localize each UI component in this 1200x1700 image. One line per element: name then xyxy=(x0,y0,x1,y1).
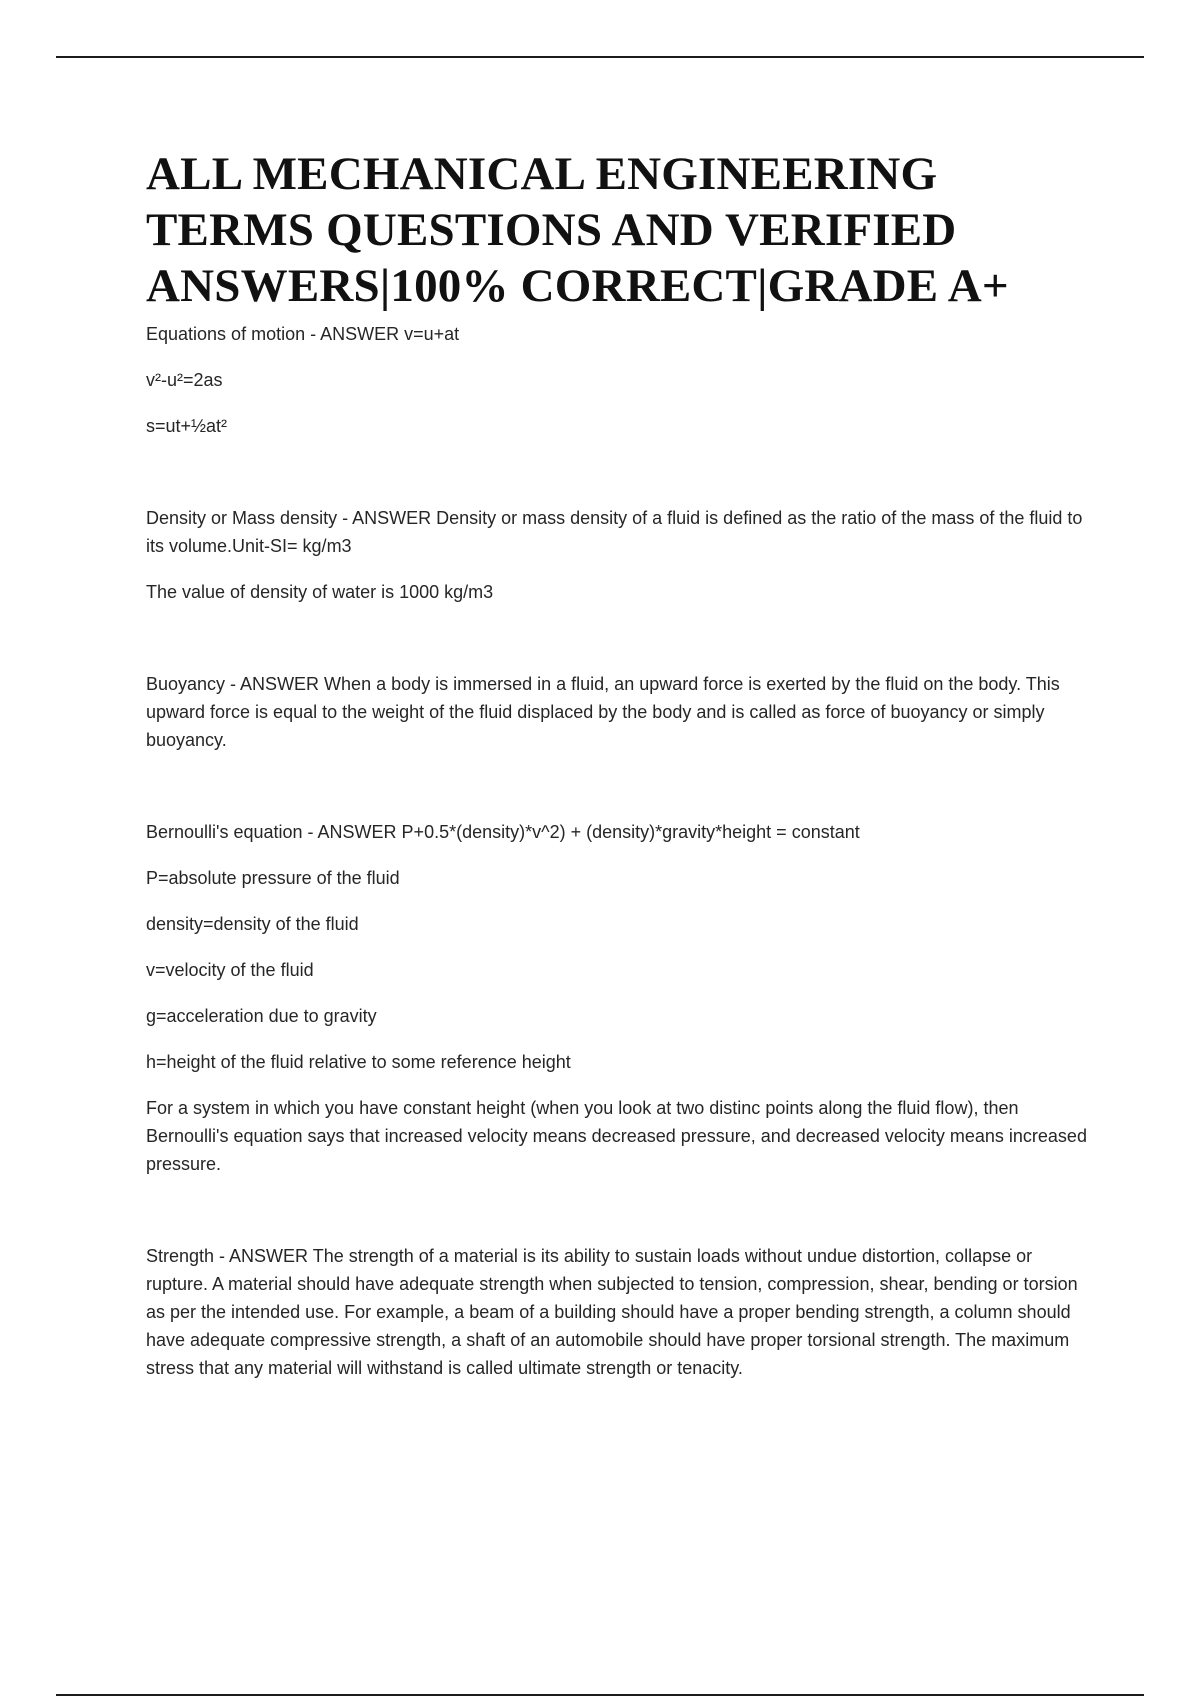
entry-equations-of-motion xyxy=(146,320,1096,440)
top-rule xyxy=(56,56,1144,58)
entry-buoyancy xyxy=(146,670,1096,754)
entry-density xyxy=(146,504,1096,606)
entry-paragraph: h=height of the fluid relative to some reference height xyxy=(146,1052,571,1072)
entry-paragraph: P=absolute pressure of the fluid xyxy=(146,868,400,888)
entry-paragraph: v=velocity of the fluid xyxy=(146,960,314,980)
document-page xyxy=(146,146,1096,1400)
title-line-1: ALL MECHANICAL ENGINEERING xyxy=(146,148,938,200)
entry-paragraph: The value of density of water is 1000 kg/m3 xyxy=(146,582,494,602)
entry-paragraph: Bernoulli's equation - ANSWER P+0.5*(density)*v^2) + (density)*gravity*height = constant xyxy=(146,822,860,842)
entry-paragraph: For a system in which you have constant height (when you look at two distinc points along the fluid flow), then Bernoulli's equation says that increased velocity means decreased pressure, and decreased velocity means increased pressure. xyxy=(146,1098,1087,1174)
document-title xyxy=(146,146,1096,314)
entries-list xyxy=(146,320,1096,1382)
entry-paragraph: v²-u²=2as xyxy=(146,370,223,390)
entry-paragraph: density=density of the fluid xyxy=(146,914,359,934)
entry-paragraph: Buoyancy - ANSWER When a body is immersed in a fluid, an upward force is exerted by the fluid on the body. This upward force is equal to the weight of the fluid displaced by the body and is called as force of buoyancy or simply buoyancy. xyxy=(146,674,1060,750)
entry-paragraph: Density or Mass density - ANSWER Density or mass density of a fluid is defined as the ratio of the mass of the fluid to its volume.Unit-SI= kg/m3 xyxy=(146,508,1083,556)
entry-paragraph: Equations of motion - ANSWER v=u+at xyxy=(146,324,460,344)
entry-bernoulli xyxy=(146,818,1096,1178)
entry-paragraph: Strength - ANSWER The strength of a material is its ability to sustain loads without undue distortion, collapse or rupture. A material should have adequate strength when subjected to tension, compression, shear, bending or torsion as per the intended use. For example, a beam of a building should have a proper bending strength, a column should have adequate compressive strength, a shaft of an automobile should have proper torsional strength. The maximum stress that any material will withstand is called ultimate strength or tenacity. xyxy=(146,1246,1078,1378)
title-line-2: TERMS QUESTIONS AND VERIFIED xyxy=(146,204,957,256)
entry-paragraph: s=ut+½at² xyxy=(146,416,228,436)
entry-strength xyxy=(146,1242,1096,1382)
bottom-rule xyxy=(56,1694,1144,1696)
entry-paragraph: g=acceleration due to gravity xyxy=(146,1006,377,1026)
title-line-3: ANSWERS|100% CORRECT|GRADE A+ xyxy=(146,260,1009,312)
